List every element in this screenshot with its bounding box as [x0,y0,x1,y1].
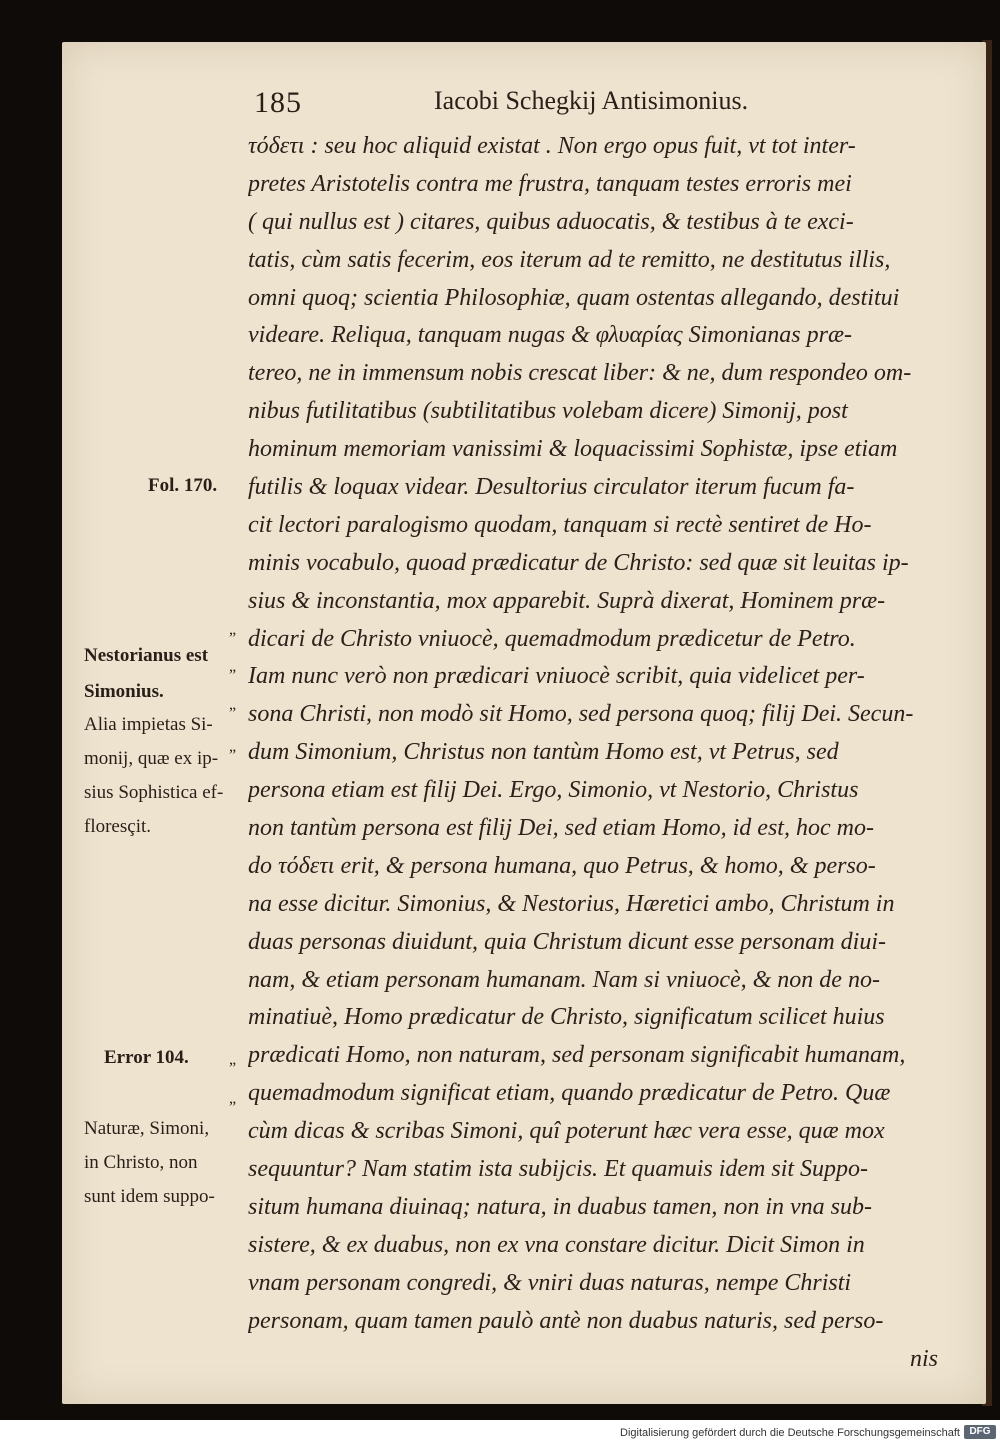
page-number: 185 [254,86,302,119]
text-line: quemadmodum significat etiam, quando prædicatur de Petro. Quæ [248,1080,891,1107]
dfg-logo-icon: DFG [964,1425,996,1439]
page-header [254,86,944,126]
text-line: minatiuè, Homo prædicatur de Christo, significatum scilicet huius [248,1004,885,1031]
marginal-note-nestorianus [84,642,259,706]
marginal-note-line: Nestorianus est [84,645,209,666]
text-line: dum Simonium, Christus non tantùm Homo est, vt Petrus, sed [248,739,839,766]
text-line: sistere, & ex duabus, non ex vna constare dicitur. Dicit Simon in [248,1231,865,1258]
text-line: nibus futilitatibus (subtilitatibus volebam dicere) Simonij, post [248,398,848,425]
text-line: sius & inconstantia, mox apparebit. Suprà dixerat, Hominem præ- [248,587,886,614]
text-line: τόδετι : seu hoc aliquid existat . Non ergo opus fuit, vt tot inter- [248,133,856,159]
text-line: minis vocabulo, quoad prædicatur de Christo: sed quæ sit leuitas ip- [248,549,909,576]
marginal-note-line: Simonius. [84,681,164,702]
quote-mark: „ [229,621,237,638]
text-line: duas personas diuidunt, quia Christum dicunt esse personam diui- [248,928,887,955]
text-line: nam, & etiam personam humanam. Nam si vniuocè, & non de no- [248,966,880,993]
marginal-note-line: Naturæ, Simoni, [84,1118,210,1139]
text-line: cùm dicas & scribas Simoni, quî poterunt hæc vera esse, quæ mox [248,1118,885,1145]
text-line: futilis & loquax videar. Desultorius circulator iterum fucum fa- [248,474,855,501]
text-line: do τόδετι erit, & persona humana, quo Petrus, & homo, & perso- [248,852,876,879]
text-line: videare. Reliqua, tanquam nugas & φλυαρίας Simonianas præ- [248,322,852,349]
body-text [248,128,948,1378]
text-line: hominum memoriam vanissimi & loquacissimi Sophistæ, ipse etiam [248,436,898,463]
text-line: tatis, cùm satis fecerim, eos iterum ad te remitto, ne destitutus illis, [248,246,891,273]
marginal-note-line: monij, quæ ex ip- [84,748,219,769]
text-line: na esse dicitur. Simonius, & Nestorius, Hæretici ambo, Christum in [248,890,895,917]
text-line: sequuntur? Nam statim ista subijcis. Et quamuis idem sit Suppo- [248,1156,869,1183]
marginal-note-impietas [84,708,259,844]
quote-mark: „ [229,658,237,675]
footer-credit: Digitalisierung gefördert durch die Deutsche Forschungsgemeinschaft [620,1427,960,1439]
quote-mark: „ [229,696,237,713]
text-line: dicari de Christo vniuocè, quemadmodum prædicetur de Petro. [248,625,856,652]
marginal-note-line: sunt idem suppo- [84,1186,215,1207]
marginal-note-line: Alia impietas Si- [84,714,213,735]
text-line-catchword: nis [909,1345,938,1372]
text-line: pretes Aristotelis contra me frustra, tanquam testes erroris mei [248,170,852,197]
marginal-note-error: Error 104. [104,1047,189,1068]
marginal-note-line: sius Sophistica ef- [84,782,224,803]
text-line: vnam personam congredi, & vniri duas naturas, nempe Christi [248,1269,852,1296]
marginal-note-folio: Fol. 170. [148,475,218,496]
text-line: prædicati Homo, non naturam, sed personam significabit humanam, [248,1042,906,1069]
text-line: situm humana diuinaq; natura, in duabus tamen, non in vna sub- [248,1193,872,1220]
quote-mark: „ [229,738,237,755]
marginal-note-line: floresçit. [84,816,152,837]
marginal-note-naturae [84,1112,259,1214]
text-line: persona etiam est filij Dei. Ergo, Simonio, vt Nestorio, Christus [248,777,859,804]
running-head: Iacobi Schegkij Antisimonius. [434,86,749,115]
text-line: omni quoq; scientia Philosophiæ, quam ostentas allegando, destitui [248,284,900,311]
text-line: sona Christi, non modò sit Homo, sed persona quoq; filij Dei. Secun- [248,701,914,728]
text-line: non tantùm persona est filij Dei, sed etiam Homo, id est, hoc mo- [248,815,874,842]
marginal-note-line: in Christo, non [84,1152,198,1173]
text-line: cit lectori paralogismo quodam, tanquam si rectè sentiret de Ho- [248,511,872,538]
quote-mark: „ [229,1090,237,1107]
quote-mark: „ [229,1051,237,1068]
text-line: Iam nunc verò non prædicari vniuocè scribit, quia videlicet per- [248,663,865,690]
text-line: ( qui nullus est ) citares, quibus aduocatis, & testibus à te exci- [248,208,854,235]
text-line: personam, quam tamen paulò antè non duabus naturis, sed perso- [248,1307,884,1334]
text-line: tereo, ne in immensum nobis crescat liber: & ne, dum respondeo om- [248,360,912,387]
